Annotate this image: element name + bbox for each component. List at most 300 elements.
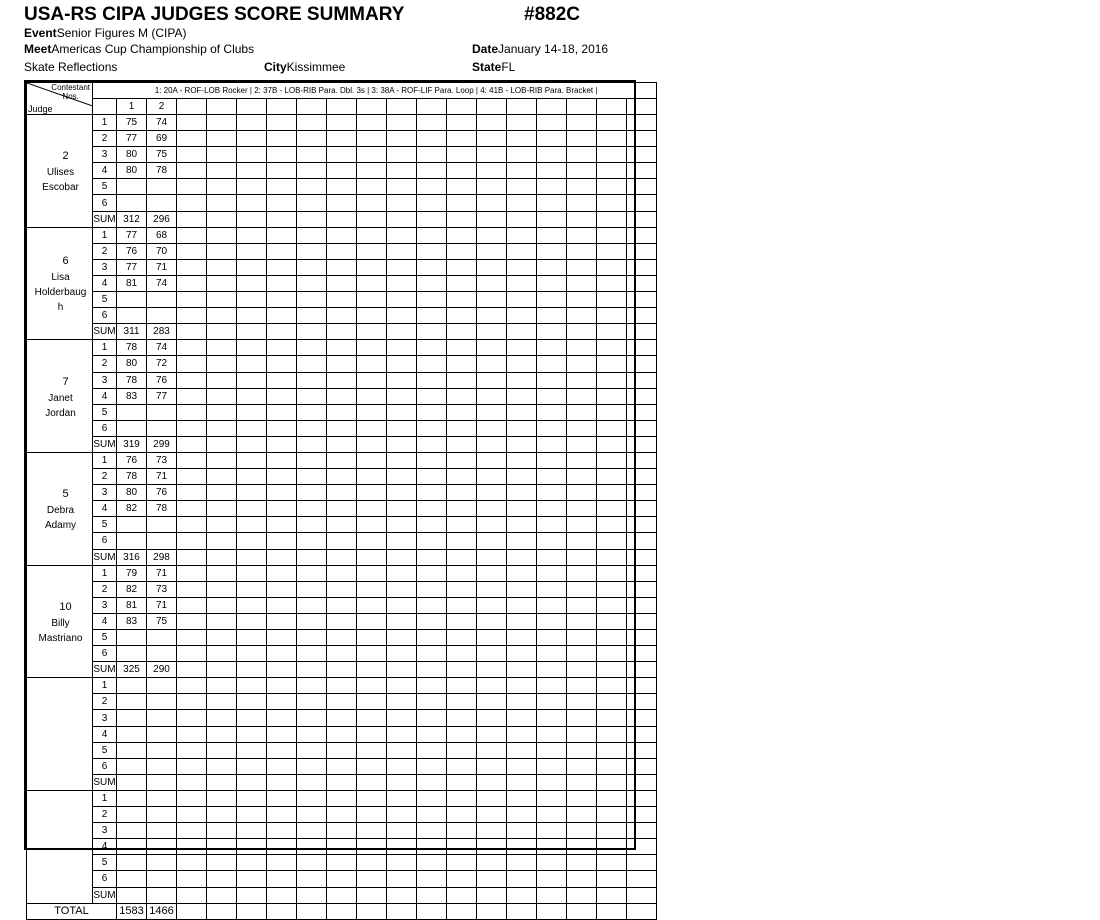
score-cell[interactable] <box>597 790 627 806</box>
score-cell[interactable] <box>537 501 567 517</box>
score-cell[interactable] <box>627 372 657 388</box>
score-cell[interactable] <box>267 694 297 710</box>
score-cell[interactable] <box>387 259 417 275</box>
score-cell[interactable] <box>177 340 207 356</box>
sum-value-cell[interactable]: 316 <box>117 549 147 565</box>
score-cell[interactable] <box>357 115 387 131</box>
score-cell[interactable] <box>267 758 297 774</box>
score-cell[interactable] <box>207 597 237 613</box>
score-cell[interactable] <box>327 726 357 742</box>
score-cell[interactable] <box>267 855 297 871</box>
sum-value-cell[interactable]: 311 <box>117 324 147 340</box>
score-cell[interactable] <box>177 469 207 485</box>
score-cell[interactable] <box>537 243 567 259</box>
sum-value-cell[interactable] <box>417 774 447 790</box>
score-cell[interactable] <box>567 501 597 517</box>
score-cell[interactable] <box>237 758 267 774</box>
score-cell[interactable] <box>597 581 627 597</box>
score-cell[interactable] <box>357 388 387 404</box>
score-cell[interactable] <box>357 452 387 468</box>
score-cell[interactable] <box>507 581 537 597</box>
score-cell[interactable]: 75 <box>117 115 147 131</box>
score-cell[interactable] <box>147 871 177 887</box>
score-cell[interactable] <box>627 807 657 823</box>
score-cell[interactable] <box>207 758 237 774</box>
score-cell[interactable] <box>297 131 327 147</box>
score-cell[interactable] <box>537 404 567 420</box>
score-cell[interactable] <box>597 115 627 131</box>
score-cell[interactable] <box>387 742 417 758</box>
score-cell[interactable] <box>327 131 357 147</box>
sum-value-cell[interactable] <box>597 436 627 452</box>
score-cell[interactable] <box>597 340 627 356</box>
score-cell[interactable] <box>567 855 597 871</box>
score-cell[interactable] <box>387 195 417 211</box>
score-cell[interactable] <box>177 275 207 291</box>
score-cell[interactable] <box>207 710 237 726</box>
score-cell[interactable] <box>117 790 147 806</box>
score-cell[interactable] <box>447 404 477 420</box>
score-cell[interactable] <box>387 646 417 662</box>
score-cell[interactable] <box>207 517 237 533</box>
score-cell[interactable] <box>267 871 297 887</box>
score-cell[interactable] <box>447 678 477 694</box>
sum-value-cell[interactable] <box>597 324 627 340</box>
score-cell[interactable] <box>387 243 417 259</box>
score-cell[interactable] <box>477 855 507 871</box>
score-cell[interactable] <box>357 420 387 436</box>
score-cell[interactable] <box>297 195 327 211</box>
score-cell[interactable] <box>417 452 447 468</box>
score-cell[interactable] <box>507 147 537 163</box>
score-cell[interactable] <box>477 646 507 662</box>
score-cell[interactable] <box>627 259 657 275</box>
score-cell[interactable] <box>597 452 627 468</box>
score-cell[interactable] <box>147 758 177 774</box>
sum-value-cell[interactable] <box>627 774 657 790</box>
score-cell[interactable] <box>627 855 657 871</box>
score-cell[interactable] <box>417 227 447 243</box>
score-cell[interactable] <box>327 790 357 806</box>
score-cell[interactable] <box>357 404 387 420</box>
sum-value-cell[interactable] <box>327 662 357 678</box>
score-cell[interactable] <box>237 613 267 629</box>
score-cell[interactable] <box>207 823 237 839</box>
score-cell[interactable] <box>537 388 567 404</box>
score-cell[interactable] <box>507 469 537 485</box>
score-cell[interactable] <box>237 404 267 420</box>
sum-value-cell[interactable] <box>297 549 327 565</box>
score-cell[interactable] <box>477 533 507 549</box>
score-cell[interactable] <box>327 485 357 501</box>
sum-value-cell[interactable] <box>537 887 567 903</box>
score-cell[interactable] <box>147 179 177 195</box>
score-cell[interactable] <box>567 790 597 806</box>
score-cell[interactable] <box>537 115 567 131</box>
score-cell[interactable] <box>597 565 627 581</box>
score-cell[interactable] <box>477 678 507 694</box>
score-cell[interactable] <box>237 340 267 356</box>
score-cell[interactable] <box>507 388 537 404</box>
score-cell[interactable] <box>147 646 177 662</box>
score-cell[interactable] <box>567 275 597 291</box>
score-cell[interactable] <box>327 501 357 517</box>
score-cell[interactable] <box>177 517 207 533</box>
score-cell[interactable] <box>567 871 597 887</box>
score-cell[interactable] <box>417 340 447 356</box>
score-cell[interactable] <box>357 275 387 291</box>
score-cell[interactable] <box>177 147 207 163</box>
sum-value-cell[interactable] <box>327 211 357 227</box>
score-cell[interactable] <box>567 485 597 501</box>
score-cell[interactable] <box>297 597 327 613</box>
score-cell[interactable] <box>297 517 327 533</box>
score-cell[interactable] <box>327 420 357 436</box>
score-cell[interactable] <box>357 308 387 324</box>
score-cell[interactable] <box>477 195 507 211</box>
score-cell[interactable]: 78 <box>147 501 177 517</box>
score-cell[interactable] <box>327 404 357 420</box>
score-cell[interactable] <box>237 147 267 163</box>
score-cell[interactable] <box>417 839 447 855</box>
score-cell[interactable] <box>207 179 237 195</box>
score-cell[interactable] <box>267 790 297 806</box>
sum-value-cell[interactable] <box>267 211 297 227</box>
score-cell[interactable] <box>327 646 357 662</box>
score-cell[interactable] <box>177 871 207 887</box>
score-cell[interactable]: 75 <box>147 147 177 163</box>
sum-value-cell[interactable] <box>447 887 477 903</box>
score-cell[interactable] <box>537 613 567 629</box>
sum-value-cell[interactable] <box>387 887 417 903</box>
score-cell[interactable] <box>387 452 417 468</box>
score-cell[interactable] <box>237 710 267 726</box>
score-cell[interactable] <box>327 388 357 404</box>
score-cell[interactable] <box>447 469 477 485</box>
score-cell[interactable] <box>417 790 447 806</box>
score-cell[interactable] <box>237 420 267 436</box>
score-cell[interactable] <box>507 163 537 179</box>
score-cell[interactable] <box>507 452 537 468</box>
sum-value-cell[interactable] <box>417 662 447 678</box>
score-cell[interactable] <box>537 855 567 871</box>
score-cell[interactable] <box>117 308 147 324</box>
score-cell[interactable] <box>597 131 627 147</box>
sum-value-cell[interactable] <box>357 662 387 678</box>
score-cell[interactable] <box>237 452 267 468</box>
score-cell[interactable] <box>477 517 507 533</box>
sum-value-cell[interactable] <box>537 324 567 340</box>
score-cell[interactable] <box>267 340 297 356</box>
score-cell[interactable] <box>417 694 447 710</box>
score-cell[interactable] <box>177 404 207 420</box>
sum-value-cell[interactable] <box>387 774 417 790</box>
score-cell[interactable] <box>327 855 357 871</box>
score-cell[interactable] <box>447 517 477 533</box>
score-cell[interactable] <box>447 597 477 613</box>
score-cell[interactable] <box>327 340 357 356</box>
score-cell[interactable] <box>357 630 387 646</box>
score-cell[interactable] <box>507 275 537 291</box>
score-cell[interactable] <box>267 469 297 485</box>
score-cell[interactable] <box>207 388 237 404</box>
sum-value-cell[interactable]: 296 <box>147 211 177 227</box>
score-cell[interactable] <box>567 678 597 694</box>
score-cell[interactable] <box>597 356 627 372</box>
score-cell[interactable] <box>207 275 237 291</box>
sum-value-cell[interactable] <box>477 887 507 903</box>
score-cell[interactable] <box>597 807 627 823</box>
sum-value-cell[interactable] <box>537 774 567 790</box>
score-cell[interactable] <box>447 372 477 388</box>
score-cell[interactable] <box>507 742 537 758</box>
score-cell[interactable] <box>567 613 597 629</box>
sum-value-cell[interactable] <box>297 662 327 678</box>
sum-value-cell[interactable] <box>477 324 507 340</box>
score-cell[interactable] <box>417 147 447 163</box>
score-cell[interactable] <box>507 131 537 147</box>
sum-value-cell[interactable] <box>237 887 267 903</box>
score-cell[interactable] <box>267 613 297 629</box>
score-cell[interactable] <box>297 742 327 758</box>
score-cell[interactable] <box>267 420 297 436</box>
score-cell[interactable] <box>387 420 417 436</box>
score-cell[interactable] <box>537 581 567 597</box>
score-cell[interactable] <box>597 469 627 485</box>
score-cell[interactable] <box>537 678 567 694</box>
score-cell[interactable] <box>177 807 207 823</box>
score-cell[interactable] <box>267 517 297 533</box>
score-cell[interactable] <box>447 726 477 742</box>
score-cell[interactable] <box>357 340 387 356</box>
score-cell[interactable] <box>597 871 627 887</box>
sum-value-cell[interactable] <box>327 774 357 790</box>
score-cell[interactable] <box>387 807 417 823</box>
score-cell[interactable] <box>627 790 657 806</box>
score-cell[interactable] <box>237 678 267 694</box>
sum-value-cell[interactable] <box>477 774 507 790</box>
score-cell[interactable] <box>597 630 627 646</box>
score-cell[interactable] <box>417 420 447 436</box>
score-cell[interactable] <box>627 839 657 855</box>
score-cell[interactable] <box>477 581 507 597</box>
score-cell[interactable] <box>297 726 327 742</box>
score-cell[interactable]: 73 <box>147 581 177 597</box>
score-cell[interactable] <box>177 243 207 259</box>
sum-value-cell[interactable] <box>207 324 237 340</box>
score-cell[interactable] <box>147 710 177 726</box>
score-cell[interactable] <box>387 517 417 533</box>
score-cell[interactable] <box>447 807 477 823</box>
score-cell[interactable] <box>357 259 387 275</box>
score-cell[interactable] <box>357 163 387 179</box>
score-cell[interactable] <box>477 613 507 629</box>
score-cell[interactable] <box>567 839 597 855</box>
score-cell[interactable] <box>357 823 387 839</box>
score-cell[interactable] <box>567 742 597 758</box>
score-cell[interactable] <box>537 308 567 324</box>
sum-value-cell[interactable] <box>597 662 627 678</box>
score-cell[interactable] <box>507 485 537 501</box>
score-cell[interactable] <box>237 469 267 485</box>
score-cell[interactable] <box>477 388 507 404</box>
score-cell[interactable] <box>177 613 207 629</box>
score-cell[interactable] <box>177 839 207 855</box>
score-cell[interactable] <box>507 115 537 131</box>
score-cell[interactable]: 75 <box>147 613 177 629</box>
score-cell[interactable] <box>267 807 297 823</box>
score-cell[interactable] <box>297 678 327 694</box>
score-cell[interactable] <box>207 485 237 501</box>
score-cell[interactable] <box>297 694 327 710</box>
score-cell[interactable] <box>447 163 477 179</box>
score-cell[interactable] <box>597 533 627 549</box>
score-cell[interactable] <box>357 533 387 549</box>
score-cell[interactable] <box>417 163 447 179</box>
score-cell[interactable] <box>567 404 597 420</box>
score-cell[interactable] <box>387 501 417 517</box>
score-cell[interactable] <box>177 163 207 179</box>
score-cell[interactable] <box>177 710 207 726</box>
score-cell[interactable] <box>297 855 327 871</box>
score-cell[interactable]: 83 <box>117 613 147 629</box>
score-cell[interactable] <box>207 115 237 131</box>
score-cell[interactable] <box>237 630 267 646</box>
score-cell[interactable] <box>177 452 207 468</box>
score-cell[interactable] <box>597 243 627 259</box>
score-cell[interactable] <box>177 485 207 501</box>
score-cell[interactable] <box>387 340 417 356</box>
score-cell[interactable] <box>387 115 417 131</box>
score-cell[interactable] <box>567 565 597 581</box>
sum-value-cell[interactable] <box>237 324 267 340</box>
score-cell[interactable] <box>117 807 147 823</box>
score-cell[interactable] <box>237 839 267 855</box>
score-cell[interactable] <box>387 597 417 613</box>
score-cell[interactable] <box>327 597 357 613</box>
score-cell[interactable] <box>207 871 237 887</box>
score-cell[interactable] <box>597 485 627 501</box>
score-cell[interactable] <box>147 839 177 855</box>
score-cell[interactable] <box>237 163 267 179</box>
score-cell[interactable] <box>537 839 567 855</box>
score-cell[interactable] <box>357 758 387 774</box>
score-cell[interactable] <box>297 372 327 388</box>
sum-value-cell[interactable] <box>177 211 207 227</box>
score-cell[interactable] <box>297 115 327 131</box>
score-cell[interactable] <box>357 613 387 629</box>
sum-value-cell[interactable] <box>267 324 297 340</box>
score-cell[interactable] <box>177 742 207 758</box>
score-cell[interactable] <box>627 275 657 291</box>
score-cell[interactable] <box>267 388 297 404</box>
sum-value-cell[interactable] <box>627 436 657 452</box>
score-cell[interactable] <box>447 871 477 887</box>
score-cell[interactable] <box>207 356 237 372</box>
score-cell[interactable] <box>267 565 297 581</box>
score-cell[interactable] <box>297 565 327 581</box>
score-cell[interactable] <box>507 404 537 420</box>
score-cell[interactable] <box>207 308 237 324</box>
sum-value-cell[interactable] <box>237 549 267 565</box>
score-cell[interactable] <box>417 517 447 533</box>
score-cell[interactable] <box>447 227 477 243</box>
score-cell[interactable] <box>117 726 147 742</box>
score-cell[interactable] <box>207 340 237 356</box>
score-cell[interactable] <box>207 131 237 147</box>
score-cell[interactable] <box>387 710 417 726</box>
score-cell[interactable] <box>207 259 237 275</box>
score-cell[interactable] <box>627 678 657 694</box>
score-cell[interactable] <box>387 292 417 308</box>
score-cell[interactable] <box>357 227 387 243</box>
score-cell[interactable] <box>297 758 327 774</box>
sum-value-cell[interactable] <box>477 211 507 227</box>
sum-value-cell[interactable] <box>237 662 267 678</box>
score-cell[interactable] <box>447 259 477 275</box>
sum-value-cell[interactable] <box>597 211 627 227</box>
score-cell[interactable] <box>477 565 507 581</box>
score-cell[interactable] <box>417 259 447 275</box>
score-cell[interactable] <box>597 259 627 275</box>
score-cell[interactable] <box>447 340 477 356</box>
sum-value-cell[interactable] <box>177 549 207 565</box>
sum-value-cell[interactable] <box>357 436 387 452</box>
score-cell[interactable] <box>297 147 327 163</box>
score-cell[interactable] <box>207 807 237 823</box>
sum-value-cell[interactable] <box>507 774 537 790</box>
sum-value-cell[interactable] <box>177 774 207 790</box>
sum-value-cell[interactable]: 283 <box>147 324 177 340</box>
sum-value-cell[interactable] <box>447 324 477 340</box>
score-cell[interactable] <box>477 308 507 324</box>
score-cell[interactable]: 76 <box>117 452 147 468</box>
score-cell[interactable] <box>177 758 207 774</box>
score-cell[interactable] <box>177 131 207 147</box>
score-cell[interactable] <box>117 823 147 839</box>
score-cell[interactable] <box>207 646 237 662</box>
score-cell[interactable] <box>507 710 537 726</box>
score-cell[interactable] <box>327 758 357 774</box>
score-cell[interactable] <box>267 308 297 324</box>
sum-value-cell[interactable] <box>507 211 537 227</box>
score-cell[interactable] <box>417 581 447 597</box>
score-cell[interactable] <box>627 308 657 324</box>
score-cell[interactable] <box>387 839 417 855</box>
score-cell[interactable] <box>537 469 567 485</box>
score-cell[interactable] <box>477 179 507 195</box>
sum-value-cell[interactable] <box>507 436 537 452</box>
score-cell[interactable] <box>507 630 537 646</box>
score-cell[interactable] <box>207 469 237 485</box>
sum-value-cell[interactable] <box>327 887 357 903</box>
score-cell[interactable] <box>597 613 627 629</box>
score-cell[interactable] <box>237 115 267 131</box>
score-cell[interactable] <box>267 501 297 517</box>
score-cell[interactable] <box>357 356 387 372</box>
sum-value-cell[interactable] <box>507 324 537 340</box>
score-cell[interactable] <box>567 243 597 259</box>
score-cell[interactable] <box>177 420 207 436</box>
score-cell[interactable] <box>627 758 657 774</box>
score-cell[interactable] <box>357 678 387 694</box>
score-cell[interactable]: 83 <box>117 388 147 404</box>
score-cell[interactable] <box>237 195 267 211</box>
score-cell[interactable]: 76 <box>117 243 147 259</box>
sum-value-cell[interactable] <box>567 662 597 678</box>
score-cell[interactable] <box>147 694 177 710</box>
score-cell[interactable] <box>597 227 627 243</box>
